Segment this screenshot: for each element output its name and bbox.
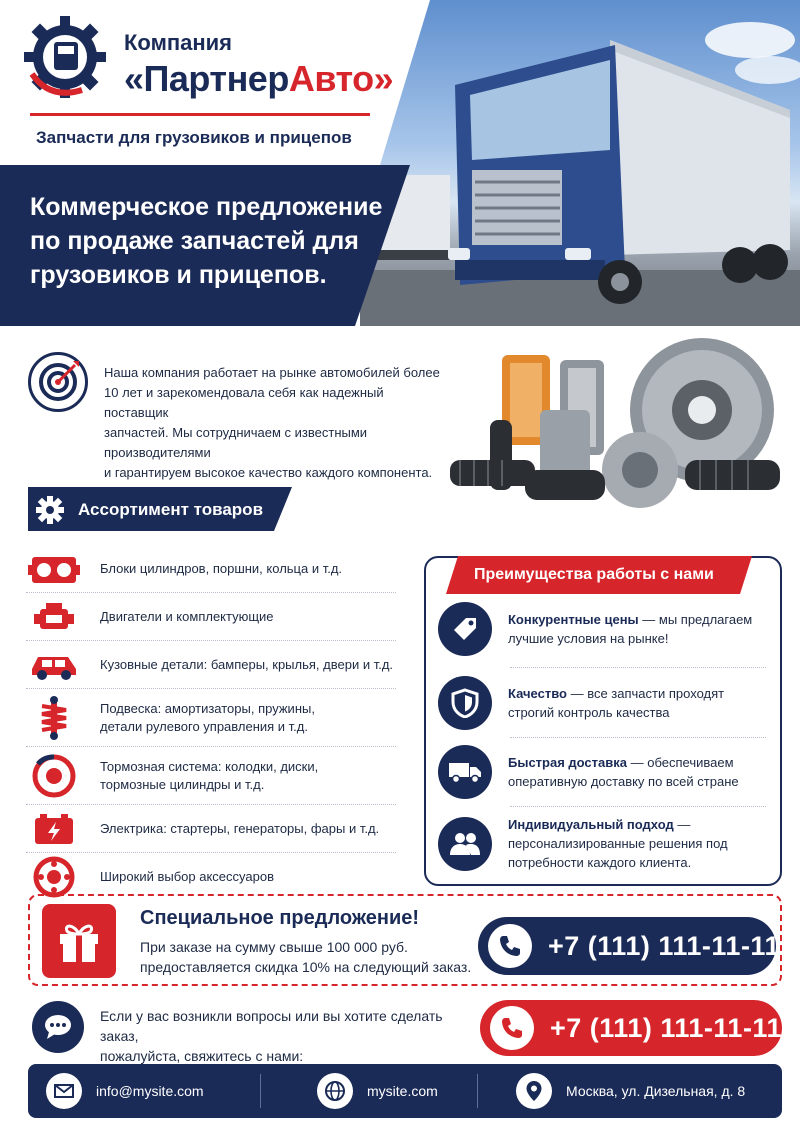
tagline-divider: [30, 113, 370, 116]
intro-line: и гарантируем высокое качество каждого компонента.: [104, 465, 433, 480]
page-title-line: грузовиков и прицепов.: [30, 261, 327, 289]
special-offer-text: [140, 937, 480, 977]
shield-icon: [438, 676, 492, 730]
intro-line: 10 лет и зарекомендовала себя как надежный поставщик: [104, 385, 384, 420]
advantage-description: — обеспечиваем оперативную доставку по всей стране: [508, 755, 739, 789]
mail-icon: [46, 1073, 82, 1109]
address-text: Москва, ул. Дизельная, д. 8: [566, 1083, 746, 1099]
advantage-description: — персонализированные решения под потребности каждого клиента.: [508, 817, 728, 870]
advantage-text: [508, 684, 763, 722]
company-name: [124, 58, 393, 100]
phone-button-secondary[interactable]: [480, 1000, 782, 1056]
chat-icon: [32, 1001, 84, 1053]
divider: [510, 737, 766, 738]
battery-icon: [26, 807, 82, 851]
assortment-item-line: Широкий выбор аксессуаров: [100, 869, 274, 884]
advantage-description: — мы предлагаем лучшие условия на рынке!: [508, 612, 753, 646]
assortment-item-text: [100, 868, 274, 886]
assortment-item-line: Кузовные детали: бамперы, крылья, двери и т.д.: [100, 656, 394, 672]
list-item: [26, 641, 396, 689]
contact-text: [100, 1006, 480, 1066]
assortment-item-line: Блоки цилиндров, поршни, кольца и т.д.: [100, 560, 343, 576]
email-link[interactable]: info@mysite.com: [96, 1083, 204, 1099]
divider: [510, 667, 766, 668]
divider: [510, 806, 766, 807]
assortment-item-line: Тормозная система: колодки, диски,: [100, 758, 319, 774]
company-name-accent: Авто»: [288, 58, 394, 99]
assortment-item-text: [100, 700, 315, 736]
truck-parts-image: [440, 330, 790, 535]
price-tag-icon: [438, 602, 492, 656]
company-name-prefix: «Партнер: [124, 58, 289, 99]
assortment-item-line: детали рулевого управления и т.д.: [100, 718, 308, 734]
advantage-heading: Быстрая доставка: [508, 755, 627, 770]
phone-icon: [488, 924, 532, 968]
advantage-heading: Конкурентные цены: [508, 612, 639, 627]
assortment-item-text: [100, 656, 393, 674]
list-item: [26, 805, 396, 853]
phone-number: +7 (111) 111-11-11: [548, 930, 780, 961]
engine-icon: [26, 595, 82, 639]
intro-line: запчастей. Мы сотрудничаем с известными производителями: [104, 425, 368, 460]
intro-line: Наша компания работает на рынке автомобилей более: [104, 365, 440, 380]
gear-icon: [36, 496, 64, 524]
list-item: [26, 545, 396, 593]
intro-text: [104, 363, 444, 483]
engine-block-icon: [26, 547, 82, 591]
assortment-list: [26, 545, 396, 901]
assortment-item-line: тормозные цилиндры и т.д.: [100, 776, 265, 792]
footer-site[interactable]: [261, 1064, 477, 1118]
target-icon: [28, 352, 88, 412]
assortment-item-line: Двигатели и комплектующие: [100, 608, 274, 624]
list-item: [26, 747, 396, 805]
truck-icon: [438, 745, 492, 799]
car-body-icon: [26, 643, 82, 687]
assortment-item-text: [100, 560, 342, 578]
page-title-line: по продаже запчастей для: [30, 227, 359, 255]
special-offer-title: Специальное предложение!: [140, 907, 420, 929]
gift-icon: [42, 904, 116, 978]
page-title: [30, 190, 390, 292]
globe-icon: [317, 1073, 353, 1109]
company-logo: [20, 12, 110, 102]
advantage-item: [438, 815, 773, 872]
phone-number: +7 (111) 111-11-11: [550, 1012, 782, 1043]
advantage-heading: Индивидуальный подход: [508, 817, 674, 832]
assortment-title: Ассортимент товаров: [78, 500, 264, 519]
company-label: Компания: [124, 30, 233, 55]
accessories-icon: [26, 855, 82, 899]
list-item: [26, 689, 396, 747]
assortment-item-text: [100, 608, 274, 626]
hero-banner: [0, 0, 800, 326]
advantage-description: — все запчасти проходят строгий контроль качества: [508, 686, 725, 720]
assortment-item-text: [100, 820, 379, 838]
advantage-text: [508, 610, 763, 648]
advantages-title: Преимущества работы с нами: [474, 566, 714, 583]
suspension-icon: [26, 696, 82, 740]
assortment-item-line: Электрика: стартеры, генераторы, фары и т.д.: [100, 820, 380, 836]
phone-button-primary[interactable]: [478, 917, 780, 975]
phone-icon: [490, 1006, 534, 1050]
contact-line: Если у вас возникли вопросы или вы хотите сделать заказ,: [100, 1008, 443, 1044]
people-icon: [438, 817, 492, 871]
contact-line: пожалуйста, свяжитесь с нами:: [100, 1048, 304, 1064]
footer-address: [478, 1064, 745, 1118]
website-link[interactable]: mysite.com: [367, 1083, 438, 1099]
location-pin-icon: [516, 1073, 552, 1109]
footer-email[interactable]: [28, 1064, 260, 1118]
special-offer-line: предоставляется скидка 10% на следующий заказ.: [140, 959, 472, 975]
assortment-item-line: Подвеска: амортизаторы, пружины,: [100, 700, 315, 716]
tagline: Запчасти для грузовиков и прицепов: [36, 128, 352, 147]
brake-disc-icon: [26, 754, 82, 798]
assortment-item-text: [100, 758, 318, 794]
list-item: [26, 593, 396, 641]
advantage-item: [438, 745, 773, 799]
advantage-text: [508, 815, 763, 872]
page-title-line: Коммерческое предложение: [30, 193, 383, 221]
special-offer-line: При заказе на сумму свыше 100 000 руб.: [140, 939, 408, 955]
footer: [28, 1064, 782, 1118]
advantage-text: [508, 753, 763, 791]
advantage-heading: Качество: [508, 686, 567, 701]
advantage-item: [438, 676, 773, 730]
advantage-item: [438, 602, 773, 656]
